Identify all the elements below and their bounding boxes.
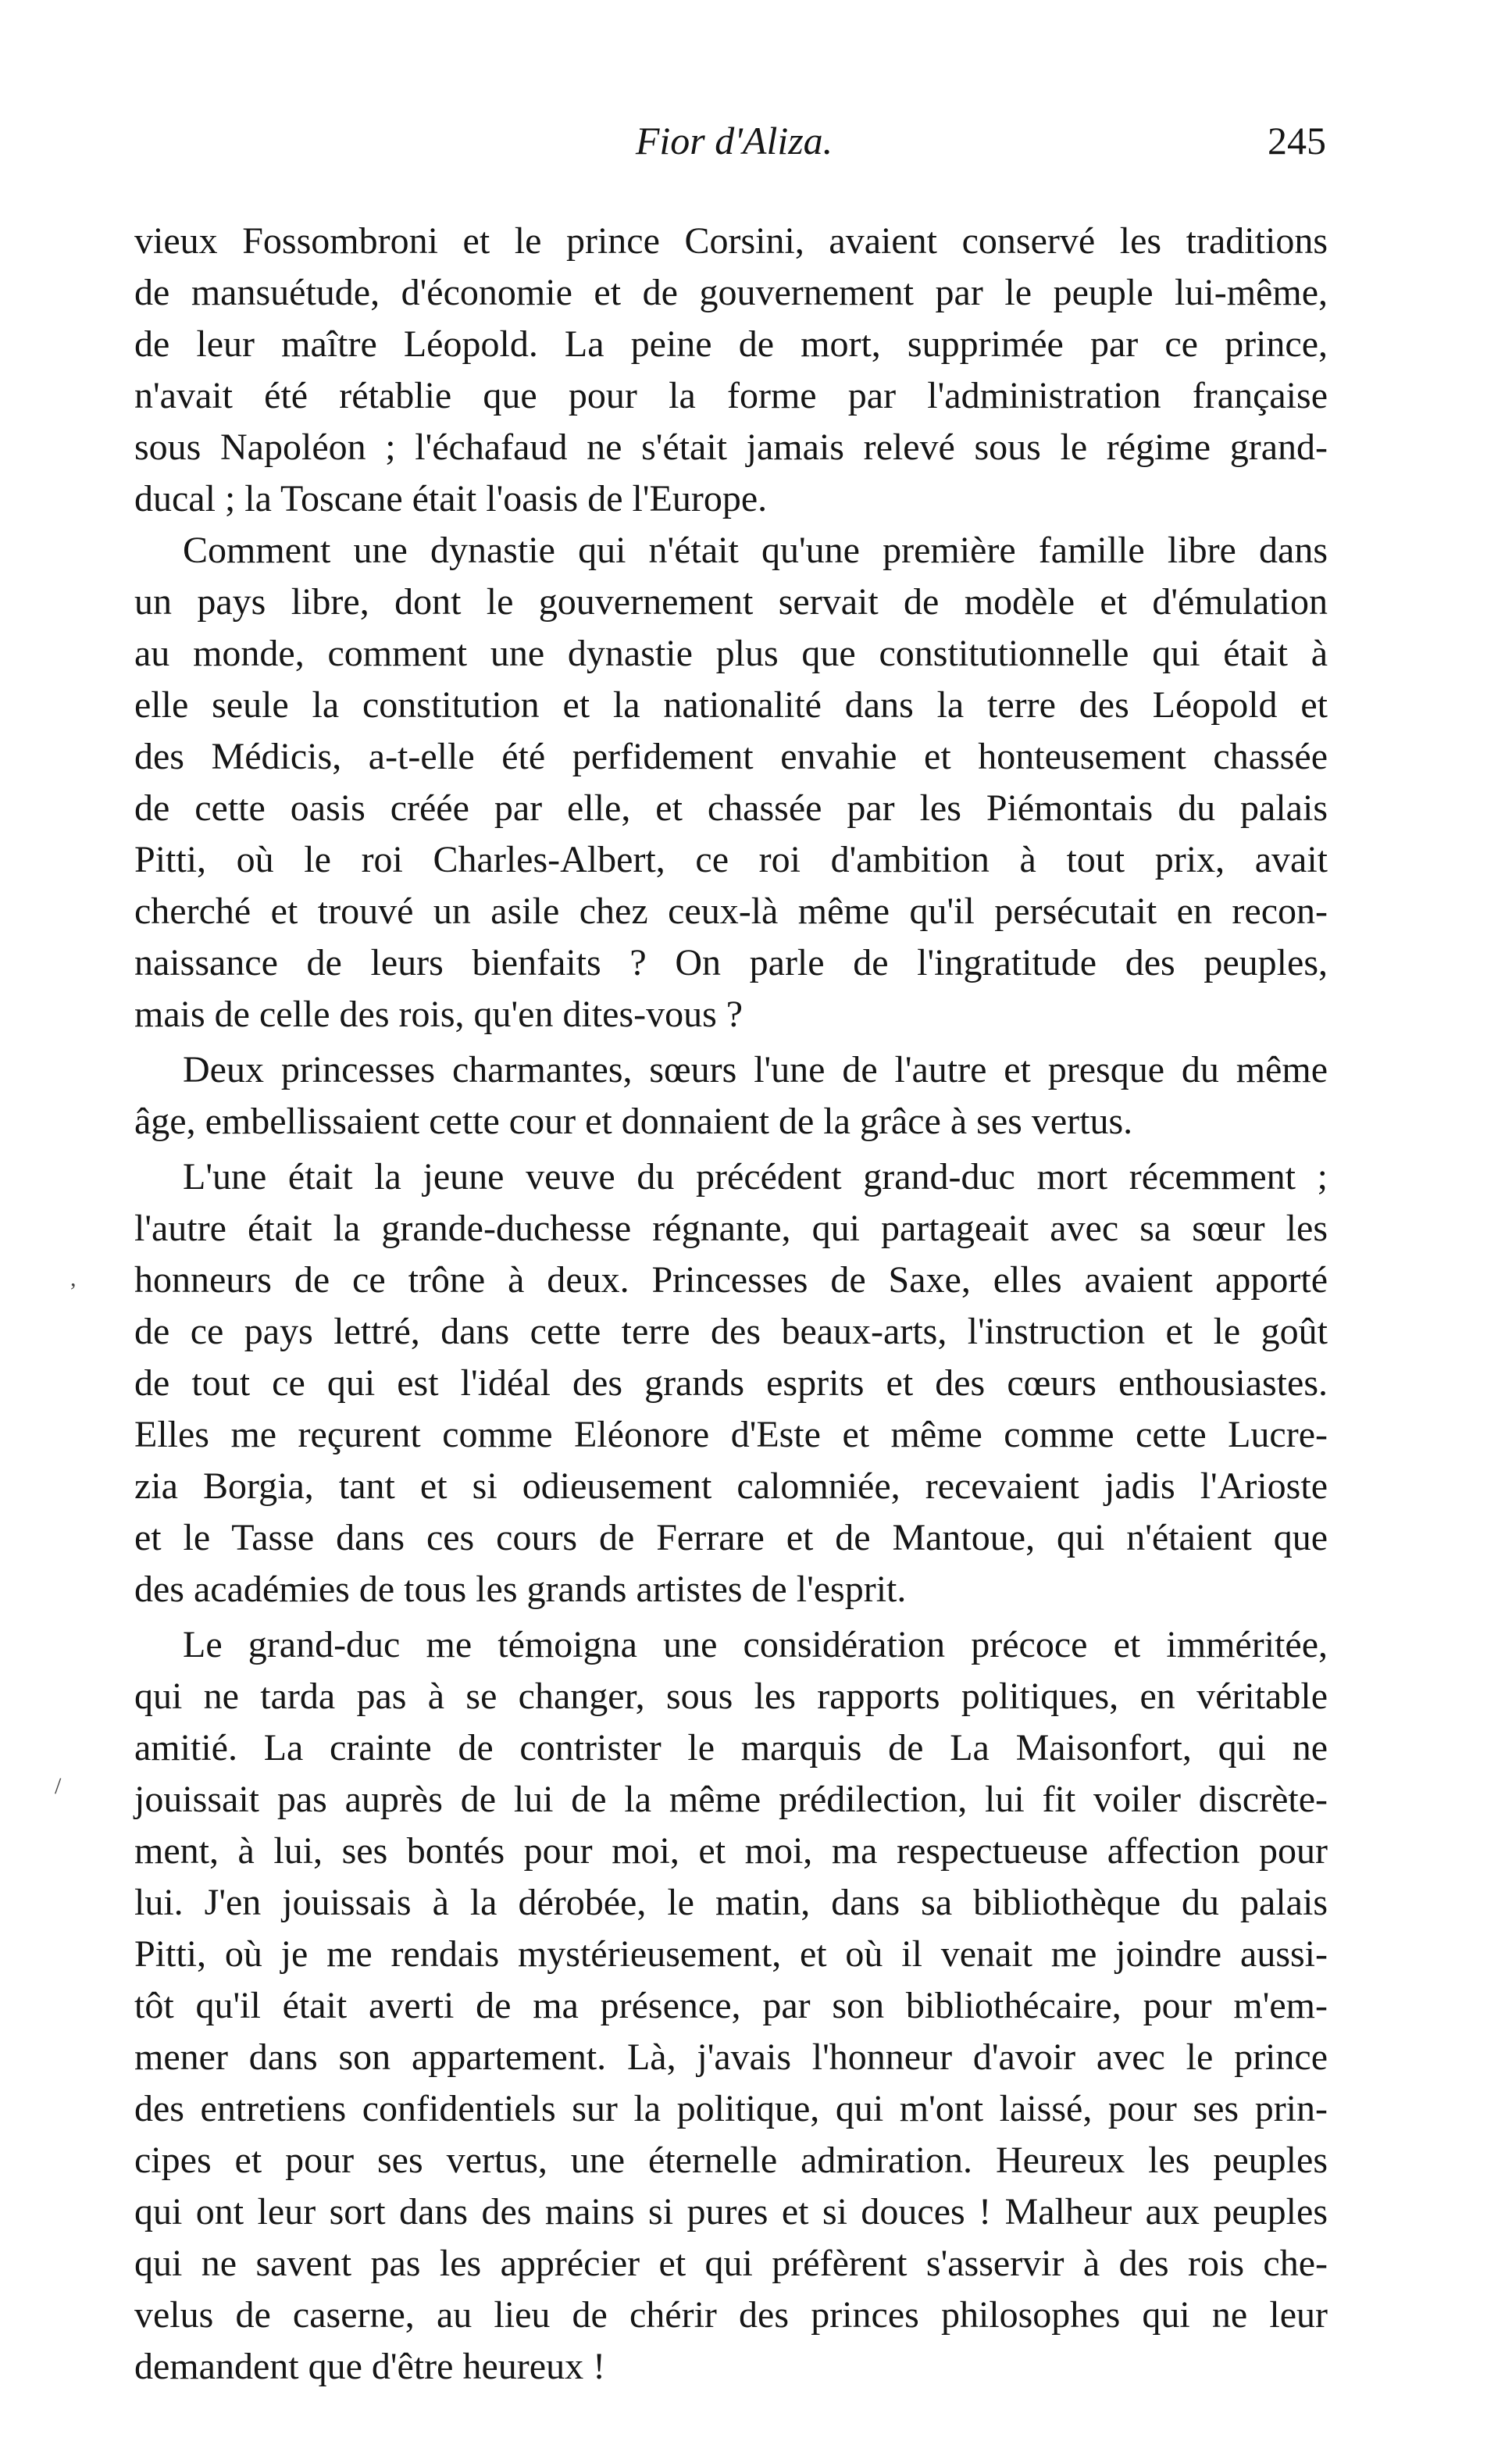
text-line: L'une était la jeune veuve du précédent grand-duc mort récemment ; <box>183 1156 1328 1197</box>
text-line: Elles me reçurent comme Eléonore d'Este et même comme cette Lucre- <box>134 1414 1328 1455</box>
text-line: zia Borgia, tant et si odieusement calomniée, recevaient jadis l'Arioste <box>134 1465 1328 1507</box>
text-line: elle seule la constitution et la nationalité dans la terre des Léopold et <box>134 684 1328 726</box>
text-line: velus de caserne, au lieu de chérir des princes philosophes qui ne leur <box>134 2294 1328 2336</box>
text-line: un pays libre, dont le gouvernement servait de modèle et d'émulation <box>134 581 1328 623</box>
text-line: des académies de tous les grands artistes de l'esprit. <box>134 1569 907 1610</box>
text-line: Pitti, où je me rendais mystérieusement, et où il venait me joindre aussi- <box>134 1933 1328 1975</box>
text-line: Pitti, où le roi Charles-Albert, ce roi d'ambition à tout prix, avait <box>134 839 1328 880</box>
text-line: des entretiens confidentiels sur la politique, qui m'ont laissé, pour ses prin- <box>134 2088 1328 2129</box>
text-line: et le Tasse dans ces cours de Ferrare et de Mantoue, qui n'étaient que <box>134 1517 1328 1558</box>
text-line: Deux princesses charmantes, sœurs l'une de l'autre et presque du même <box>183 1049 1328 1090</box>
text-line: ducal ; la Toscane était l'oasis de l'Europe. <box>134 478 768 519</box>
text-line: tôt qu'il était averti de ma présence, par son bibliothécaire, pour m'em- <box>134 1985 1328 2026</box>
text-line: vieux Fossombroni et le prince Corsini, avaient conservé les traditions <box>134 220 1328 262</box>
paragraph <box>134 1151 1328 1615</box>
margin-mark: , <box>70 1265 77 1291</box>
paragraph <box>134 525 1328 1040</box>
text-line: amitié. La crainte de contrister le marquis de La Maisonfort, qui ne <box>134 1727 1328 1769</box>
text-line: cipes et pour ses vertus, une éternelle admiration. Heureux les peuples <box>134 2140 1328 2181</box>
text-line: de ce pays lettré, dans cette terre des beaux-arts, l'instruction et le goût <box>134 1311 1328 1352</box>
paragraph <box>134 1044 1328 1147</box>
margin-mark: / <box>55 1773 62 1799</box>
text-line: lui. J'en jouissais à la dérobée, le matin, dans sa bibliothèque du palais <box>134 1882 1328 1923</box>
text-line: honneurs de ce trône à deux. Princesses de Saxe, elles avaient apporté <box>134 1259 1328 1301</box>
text-line: sous Napoléon ; l'échafaud ne s'était jamais relevé sous le régime grand- <box>134 427 1328 468</box>
paragraph <box>134 1619 1328 2393</box>
text-line: mais de celle des rois, qu'en dites-vous ? <box>134 994 744 1035</box>
paragraph <box>134 216 1328 525</box>
text-line: Le grand-duc me témoigna une considération précoce et imméritée, <box>183 1624 1328 1665</box>
text-line: mener dans son appartement. Là, j'avais l'honneur d'avoir avec le prince <box>134 2036 1328 2078</box>
text-line: de leur maître Léopold. La peine de mort, supprimée par ce prince, <box>134 323 1328 365</box>
text-line: qui ne tarda pas à se changer, sous les rapports politiques, en véritable <box>134 1676 1328 1717</box>
text-line: naissance de leurs bienfaits ? On parle de l'ingratitude des peuples, <box>134 942 1328 983</box>
running-title: Fior d'Aliza. <box>635 119 833 162</box>
text-line: jouissait pas auprès de lui de la même prédilection, lui fit voiler discrète- <box>134 1779 1328 1820</box>
text-line: de cette oasis créée par elle, et chassée par les Piémontais du palais <box>134 787 1328 829</box>
text-line: de mansuétude, d'économie et de gouvernement par le peuple lui-même, <box>134 272 1328 313</box>
text-line: qui ont leur sort dans des mains si pures et si douces ! Malheur aux peuples <box>134 2191 1328 2232</box>
text-line: demandent que d'être heureux ! <box>134 2346 606 2387</box>
text-line: Comment une dynastie qui n'était qu'une première famille libre dans <box>183 530 1328 571</box>
text-line: l'autre était la grande-duchesse régnante, qui partageait avec sa sœur les <box>134 1208 1328 1249</box>
text-line: qui ne savent pas les apprécier et qui préfèrent s'asservir à des rois che- <box>134 2243 1328 2284</box>
running-header <box>133 117 1335 164</box>
text-line: âge, embellissaient cette cour et donnaient de la grâce à ses vertus. <box>134 1101 1133 1142</box>
text-line: cherché et trouvé un asile chez ceux-là même qu'il persécutait en recon- <box>134 891 1328 932</box>
text-line: n'avait été rétablie que pour la forme par l'administration française <box>134 375 1328 416</box>
text-line: ment, à lui, ses bontés pour moi, et moi, ma respectueuse affection pour <box>134 1830 1328 1872</box>
body-text <box>134 216 1328 2393</box>
text-line: des Médicis, a-t-elle été perfidement envahie et honteusement chassée <box>134 736 1328 777</box>
page-number: 245 <box>1268 119 1326 162</box>
text-line: au monde, comment une dynastie plus que constitutionnelle qui était à <box>134 633 1328 674</box>
text-line: de tout ce qui est l'idéal des grands esprits et des cœurs enthousiastes. <box>134 1362 1328 1404</box>
